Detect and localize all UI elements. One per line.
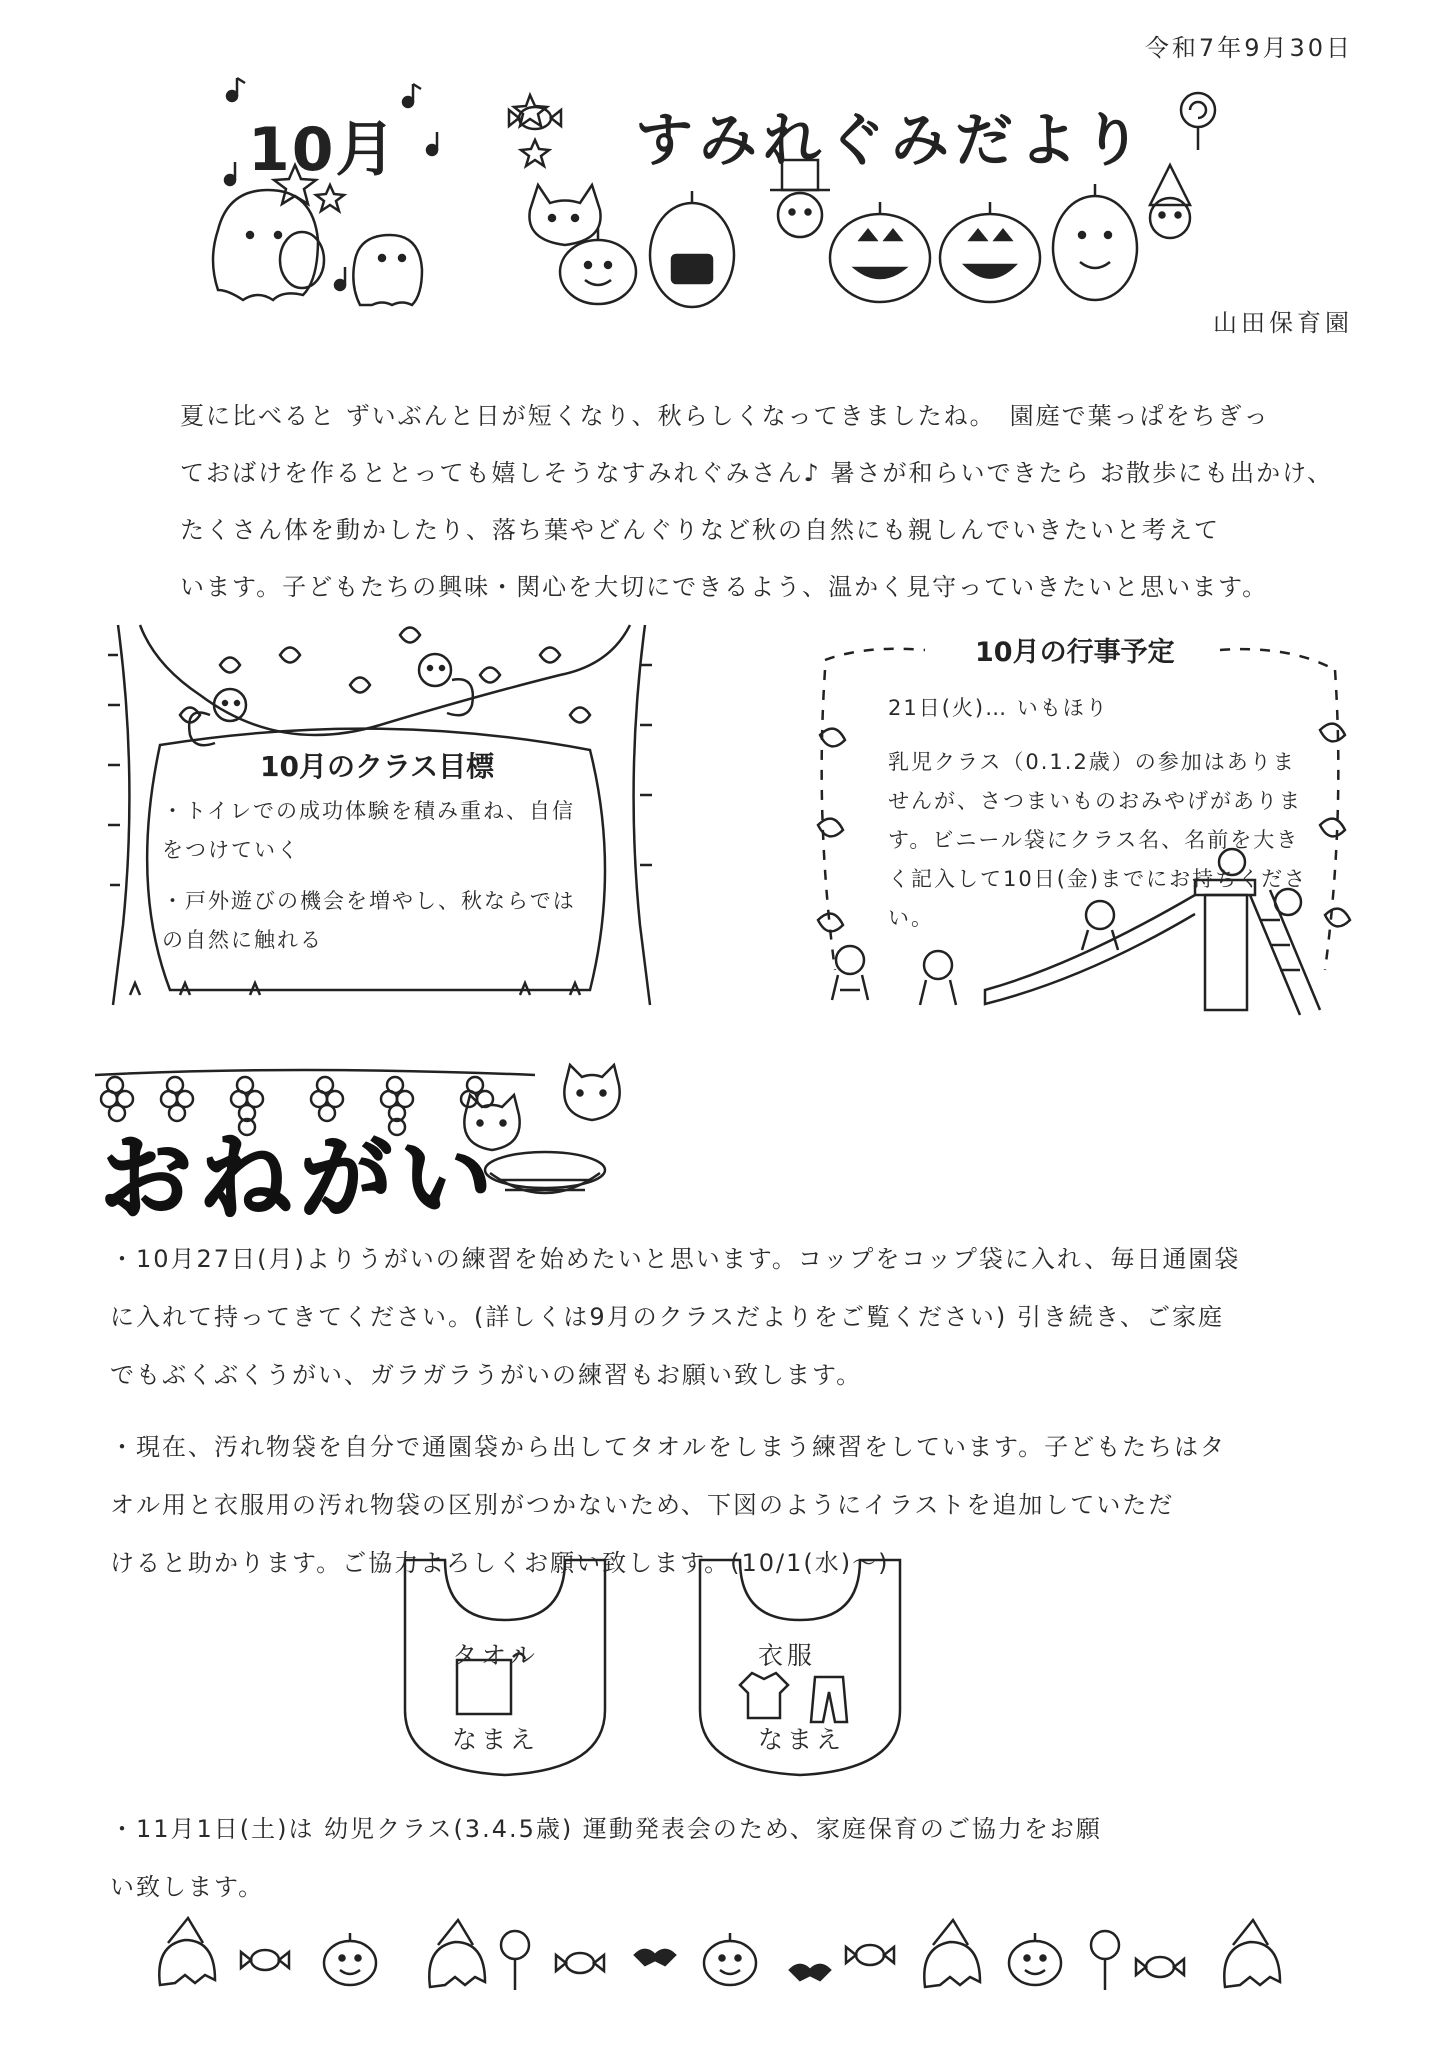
basket-icon bbox=[485, 1152, 605, 1193]
cat-costume-icon bbox=[529, 185, 600, 245]
request-line: ・11月1日(土)は 幼児クラス(3.4.5歳) 運動発表会のため、家庭保育のご協力をお願 bbox=[110, 1815, 1102, 1843]
music-note-icon bbox=[403, 84, 421, 107]
goal-item: ・トイレでの成功体験を積み重ね、自信をつけていく bbox=[162, 799, 575, 862]
event-date: 21日(火)… いもほり bbox=[888, 696, 1109, 720]
month-title: 10月 bbox=[248, 115, 398, 185]
pumpkin-icon bbox=[940, 202, 1040, 302]
candy-icon bbox=[846, 1945, 894, 1965]
pumpkin-icon bbox=[560, 228, 636, 304]
school-name: 山田保育園 bbox=[1213, 309, 1353, 337]
newsletter-title: すみれぐみだより bbox=[635, 106, 1148, 174]
star-icon bbox=[521, 140, 549, 166]
child-icon bbox=[832, 946, 868, 1000]
pumpkin-icon bbox=[324, 1933, 376, 1985]
music-note-icon bbox=[225, 162, 235, 185]
towel-bag-label: タオル bbox=[452, 1641, 540, 1670]
clothes-bag-label: 衣服 bbox=[758, 1641, 817, 1670]
request-line: ・現在、汚れ物袋を自分で通園袋から出してタオルをしまう練習をしています。子どもたちはタ bbox=[110, 1433, 1227, 1461]
request-line: でもぶくぶくうがい、ガラガラうがいの練習もお願い致します。 bbox=[110, 1361, 863, 1389]
leaf-icon bbox=[818, 819, 843, 837]
ghost-icon bbox=[924, 1920, 980, 1987]
witch-icon bbox=[1150, 165, 1190, 238]
request-item bbox=[110, 1800, 1350, 1916]
request-title: おねがい bbox=[100, 1125, 501, 1232]
bat-icon bbox=[790, 1965, 830, 1980]
leaf-icon bbox=[1320, 724, 1345, 742]
leaf-icon bbox=[1320, 819, 1345, 837]
music-note-icon bbox=[427, 132, 437, 155]
towel-bag-name: なまえ bbox=[452, 1725, 540, 1754]
intro-line: います。子どもたちの興味・関心を大切にできるよう、温かく見守っていきたいと思います。 bbox=[180, 573, 1269, 601]
pumpkin-icon bbox=[1009, 1933, 1061, 1985]
event-description: 乳児クラス（0.1.2歳）の参加はありませんが、さつまいものおみやげがあります。ビニール袋にクラス名、名前を大きく記入して10日(金)までにお持ちください。 bbox=[888, 750, 1308, 930]
leaf-icon bbox=[1325, 909, 1350, 927]
clothes-bag-name: なまえ bbox=[758, 1725, 846, 1754]
pumpkin-icon bbox=[704, 1933, 756, 1985]
intro-line: たくさん体を動かしたり、落ち葉やどんぐりなど秋の自然にも親しんでいきたいと考えて bbox=[180, 516, 1220, 544]
request-line: オル用と衣服用の汚れ物袋の区別がつかないため、下図のようにイラストを追加していただ bbox=[110, 1491, 1175, 1519]
music-note-icon bbox=[227, 78, 245, 101]
bottom-border bbox=[150, 1915, 1330, 2005]
leaf-icon bbox=[818, 914, 843, 932]
star-icon bbox=[316, 185, 344, 211]
pumpkin-icon bbox=[830, 202, 930, 302]
fox-icon bbox=[564, 1065, 619, 1120]
music-note-icon bbox=[335, 267, 345, 290]
intro-paragraph bbox=[180, 388, 1334, 616]
bat-icon bbox=[635, 1950, 675, 1965]
ghost-icon bbox=[353, 235, 422, 305]
intro-line: ておばけを作るととっても嬉しそうなすみれぐみさん♪ 暑さが和らいできたら お散歩にも出かけ、 bbox=[180, 459, 1334, 487]
request-line: ・10月27日(月)よりうがいの練習を始めたいと思います。コップをコップ袋に入れ、毎日通園袋 bbox=[110, 1245, 1241, 1273]
goal-item: ・戸外遊びの機会を増やし、秋ならではの自然に触れる bbox=[162, 889, 576, 952]
ghost-icon bbox=[1224, 1920, 1280, 1987]
candy-icon bbox=[1136, 1957, 1184, 1977]
ghost-icon bbox=[159, 1918, 215, 1985]
issue-date: 令和7年9月30日 bbox=[1144, 34, 1353, 62]
pumpkin-icon bbox=[1053, 184, 1137, 300]
candy-icon bbox=[556, 1953, 604, 1973]
request-item bbox=[110, 1230, 1350, 1404]
lollipop-icon bbox=[1181, 93, 1215, 150]
intro-line: 夏に比べると ずいぶんと日が短くなり、秋らしくなってきましたね。 園庭で葉っぱをちぎっ bbox=[180, 402, 1270, 430]
request-line: に入れて持ってきてください。(詳しくは9月のクラスだよりをご覧ください) 引き続き、ご家庭 bbox=[110, 1303, 1224, 1331]
leaf-icon bbox=[820, 729, 845, 747]
request-line: い致します。 bbox=[110, 1873, 265, 1901]
child-icon bbox=[920, 951, 956, 1005]
request-line: けると助かります。ご協力よろしくお願い致します。(10/1(水)〜) bbox=[110, 1549, 890, 1577]
lollipop-icon bbox=[1091, 1931, 1119, 1990]
ghost-icon bbox=[213, 190, 324, 300]
pumpkin-icon bbox=[650, 191, 734, 307]
lollipop-icon bbox=[501, 1931, 529, 1990]
candy-icon bbox=[241, 1950, 289, 1970]
events-title: 10月の行事予定 bbox=[975, 637, 1175, 668]
goals-title: 10月のクラス目標 bbox=[260, 750, 495, 783]
ghost-icon bbox=[429, 1920, 485, 1987]
